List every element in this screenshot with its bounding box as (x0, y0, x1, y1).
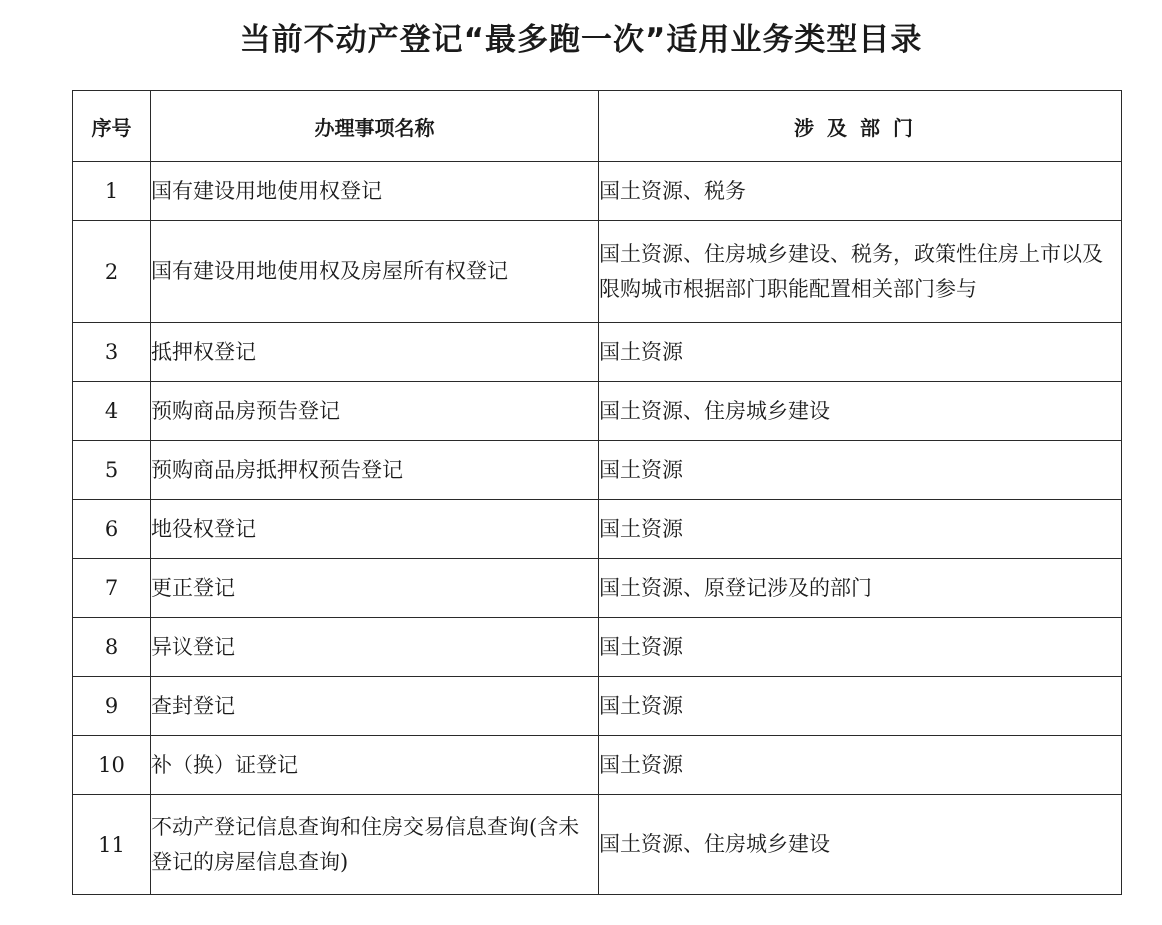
table-row (73, 618, 1122, 677)
table-row (73, 736, 1122, 795)
departments: 国土资源 (599, 677, 1122, 736)
departments: 国土资源、原登记涉及的部门 (599, 559, 1122, 618)
table-row (73, 323, 1122, 382)
departments: 国土资源 (599, 500, 1122, 559)
table-row (73, 382, 1122, 441)
header-departments-label: 涉及部门 (794, 115, 926, 140)
row-number: 9 (73, 677, 151, 736)
table-row (73, 559, 1122, 618)
header-serial-number: 序号 (73, 91, 151, 162)
row-number: 5 (73, 441, 151, 500)
row-number: 1 (73, 162, 151, 221)
item-name: 国有建设用地使用权及房屋所有权登记 (151, 221, 599, 323)
item-name: 补（换）证登记 (151, 736, 599, 795)
departments: 国土资源 (599, 736, 1122, 795)
table-row (73, 221, 1122, 323)
row-number: 3 (73, 323, 151, 382)
item-name: 预购商品房抵押权预告登记 (151, 441, 599, 500)
row-number: 4 (73, 382, 151, 441)
item-name: 不动产登记信息查询和住房交易信息查询(含未登记的房屋信息查询) (151, 795, 599, 895)
departments: 国土资源、住房城乡建设 (599, 795, 1122, 895)
header-item-name: 办理事项名称 (151, 91, 599, 162)
row-number: 2 (73, 221, 151, 323)
header-departments (599, 91, 1122, 162)
row-number: 10 (73, 736, 151, 795)
row-number: 7 (73, 559, 151, 618)
table-row (73, 441, 1122, 500)
departments: 国土资源、住房城乡建设、税务，政策性住房上市以及限购城市根据部门职能配置相关部门参与 (599, 221, 1122, 323)
item-name: 地役权登记 (151, 500, 599, 559)
item-name: 异议登记 (151, 618, 599, 677)
catalog-table (72, 90, 1122, 895)
item-name: 查封登记 (151, 677, 599, 736)
table-row (73, 162, 1122, 221)
departments: 国土资源、税务 (599, 162, 1122, 221)
item-name: 国有建设用地使用权登记 (151, 162, 599, 221)
departments: 国土资源、住房城乡建设 (599, 382, 1122, 441)
departments: 国土资源 (599, 618, 1122, 677)
row-number: 11 (73, 795, 151, 895)
table-row (73, 677, 1122, 736)
table-row (73, 795, 1122, 895)
item-name: 预购商品房预告登记 (151, 382, 599, 441)
departments: 国土资源 (599, 323, 1122, 382)
departments: 国土资源 (599, 441, 1122, 500)
table-header-row (73, 91, 1122, 162)
row-number: 6 (73, 500, 151, 559)
item-name: 更正登记 (151, 559, 599, 618)
table-row (73, 500, 1122, 559)
page-title: 当前不动产登记“最多跑一次”适用业务类型目录 (239, 22, 923, 58)
row-number: 8 (73, 618, 151, 677)
item-name: 抵押权登记 (151, 323, 599, 382)
